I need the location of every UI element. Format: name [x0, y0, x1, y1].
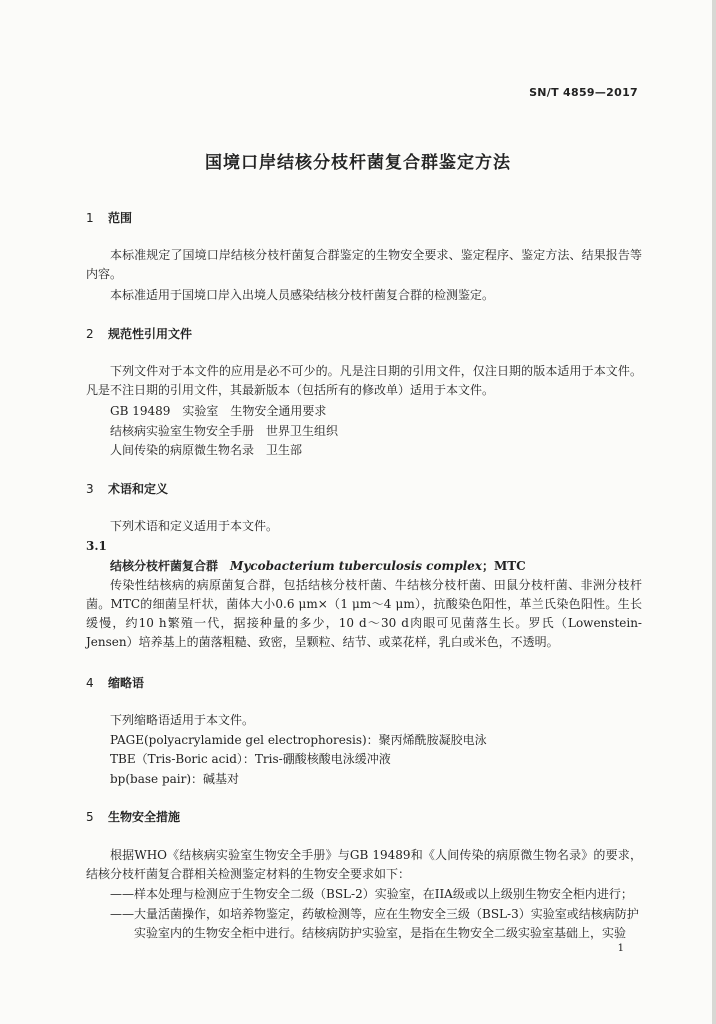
section-title: 术语和定义 — [108, 482, 169, 496]
section-title: 生物安全措施 — [108, 810, 181, 824]
section-heading — [86, 325, 192, 342]
dash-list-item: ——大量活菌操作，如培养物鉴定，药敏检测等，应在生物安全三级（BSL-3）实验室或结核病防护 — [110, 907, 639, 921]
term-abbreviation: ；MTC — [481, 559, 526, 573]
abbreviation-item: PAGE(polyacrylamide gel electrophoresis)：聚丙烯酰胺凝胶电泳 — [110, 733, 487, 747]
term-latin: Mycobacterium tuberculosis complex — [230, 559, 482, 573]
section-heading — [86, 808, 180, 825]
page-number: 1 — [617, 943, 624, 954]
reference-item: GB 19489 实验室 生物安全通用要求 — [110, 404, 327, 418]
paragraph: 下列术语和定义适用于本文件。 — [110, 519, 279, 533]
paragraph: 根据WHO《结核病实验室生物安全手册》与GB 19489和《人间传染的病原微生物名录》的要求，结核分枝杆菌复合群相关检测鉴定材料的生物安全要求如下： — [86, 848, 642, 881]
section-number: 3 — [86, 482, 94, 496]
paragraph: 下列缩略语适用于本文件。 — [110, 713, 255, 727]
section-title: 规范性引用文件 — [108, 327, 193, 341]
paragraph: 下列文件对于本文件的应用是必不可少的。凡是注日期的引用文件，仅注日期的版本适用于本文件。凡是不注日期的引用文件，其最新版本（包括所有的修改单）适用于本文件。 — [86, 364, 642, 397]
section-heading — [86, 674, 144, 691]
abbreviation-item: bp(base pair)：碱基对 — [110, 772, 240, 786]
document-title: 国境口岸结核分枝杆菌复合群鉴定方法 — [205, 153, 511, 173]
subsection-number: 3.1 — [86, 539, 107, 553]
term-definition: 传染性结核病的病原菌复合群，包括结核分枝杆菌、牛结核分枝杆菌、田鼠分枝杆菌、非洲分枝杆菌。MTC的细菌呈杆状，菌体大小0.6 μm×（1 μm～4 μm），抗酸染色阳性，革兰氏染色阳性。生长缓慢，约10 h繁殖一代，据接种量的多少，10 d～30 d肉眼可见菌落生长。罗氏（Lowenstein-Jensen）培养基上的菌落粗糙、致密，呈颗粒、结节、或菜花样，乳白或米色，不透明。 — [86, 578, 642, 649]
term-entry — [110, 557, 526, 576]
standard-number: SN/T 4859—2017 — [529, 86, 638, 99]
paragraph: 本标准适用于国境口岸入出境人员感染结核分枝杆菌复合群的检测鉴定。 — [110, 288, 495, 302]
reference-item: 人间传染的病原微生物名录 卫生部 — [110, 443, 303, 457]
dash-list-item-continued: 实验室内的生物安全柜中进行。结核病防护实验室，是指在生物安全二级实验室基础上，实验 — [134, 926, 627, 940]
paragraph: 本标准规定了国境口岸结核分枝杆菌复合群鉴定的生物安全要求、鉴定程序、鉴定方法、结果报告等内容。 — [86, 248, 642, 281]
section-number: 1 — [86, 211, 94, 225]
abbreviation-item: TBE（Tris-Boric acid）：Tris-硼酸核酸电泳缓冲液 — [110, 752, 391, 766]
reference-item: 结核病实验室生物安全手册 世界卫生组织 — [110, 424, 339, 438]
term-chinese: 结核分枝杆菌复合群 — [110, 559, 219, 573]
section-title: 范围 — [108, 211, 133, 225]
section-heading — [86, 209, 132, 226]
section-heading — [86, 480, 168, 497]
dash-list-item: ——样本处理与检测应于生物安全二级（BSL-2）实验室，在IIA级或以上级别生物安全柜内进行； — [110, 887, 633, 901]
section-number: 4 — [86, 676, 94, 690]
section-title: 缩略语 — [108, 676, 145, 690]
section-number: 5 — [86, 810, 94, 824]
section-number: 2 — [86, 327, 94, 341]
